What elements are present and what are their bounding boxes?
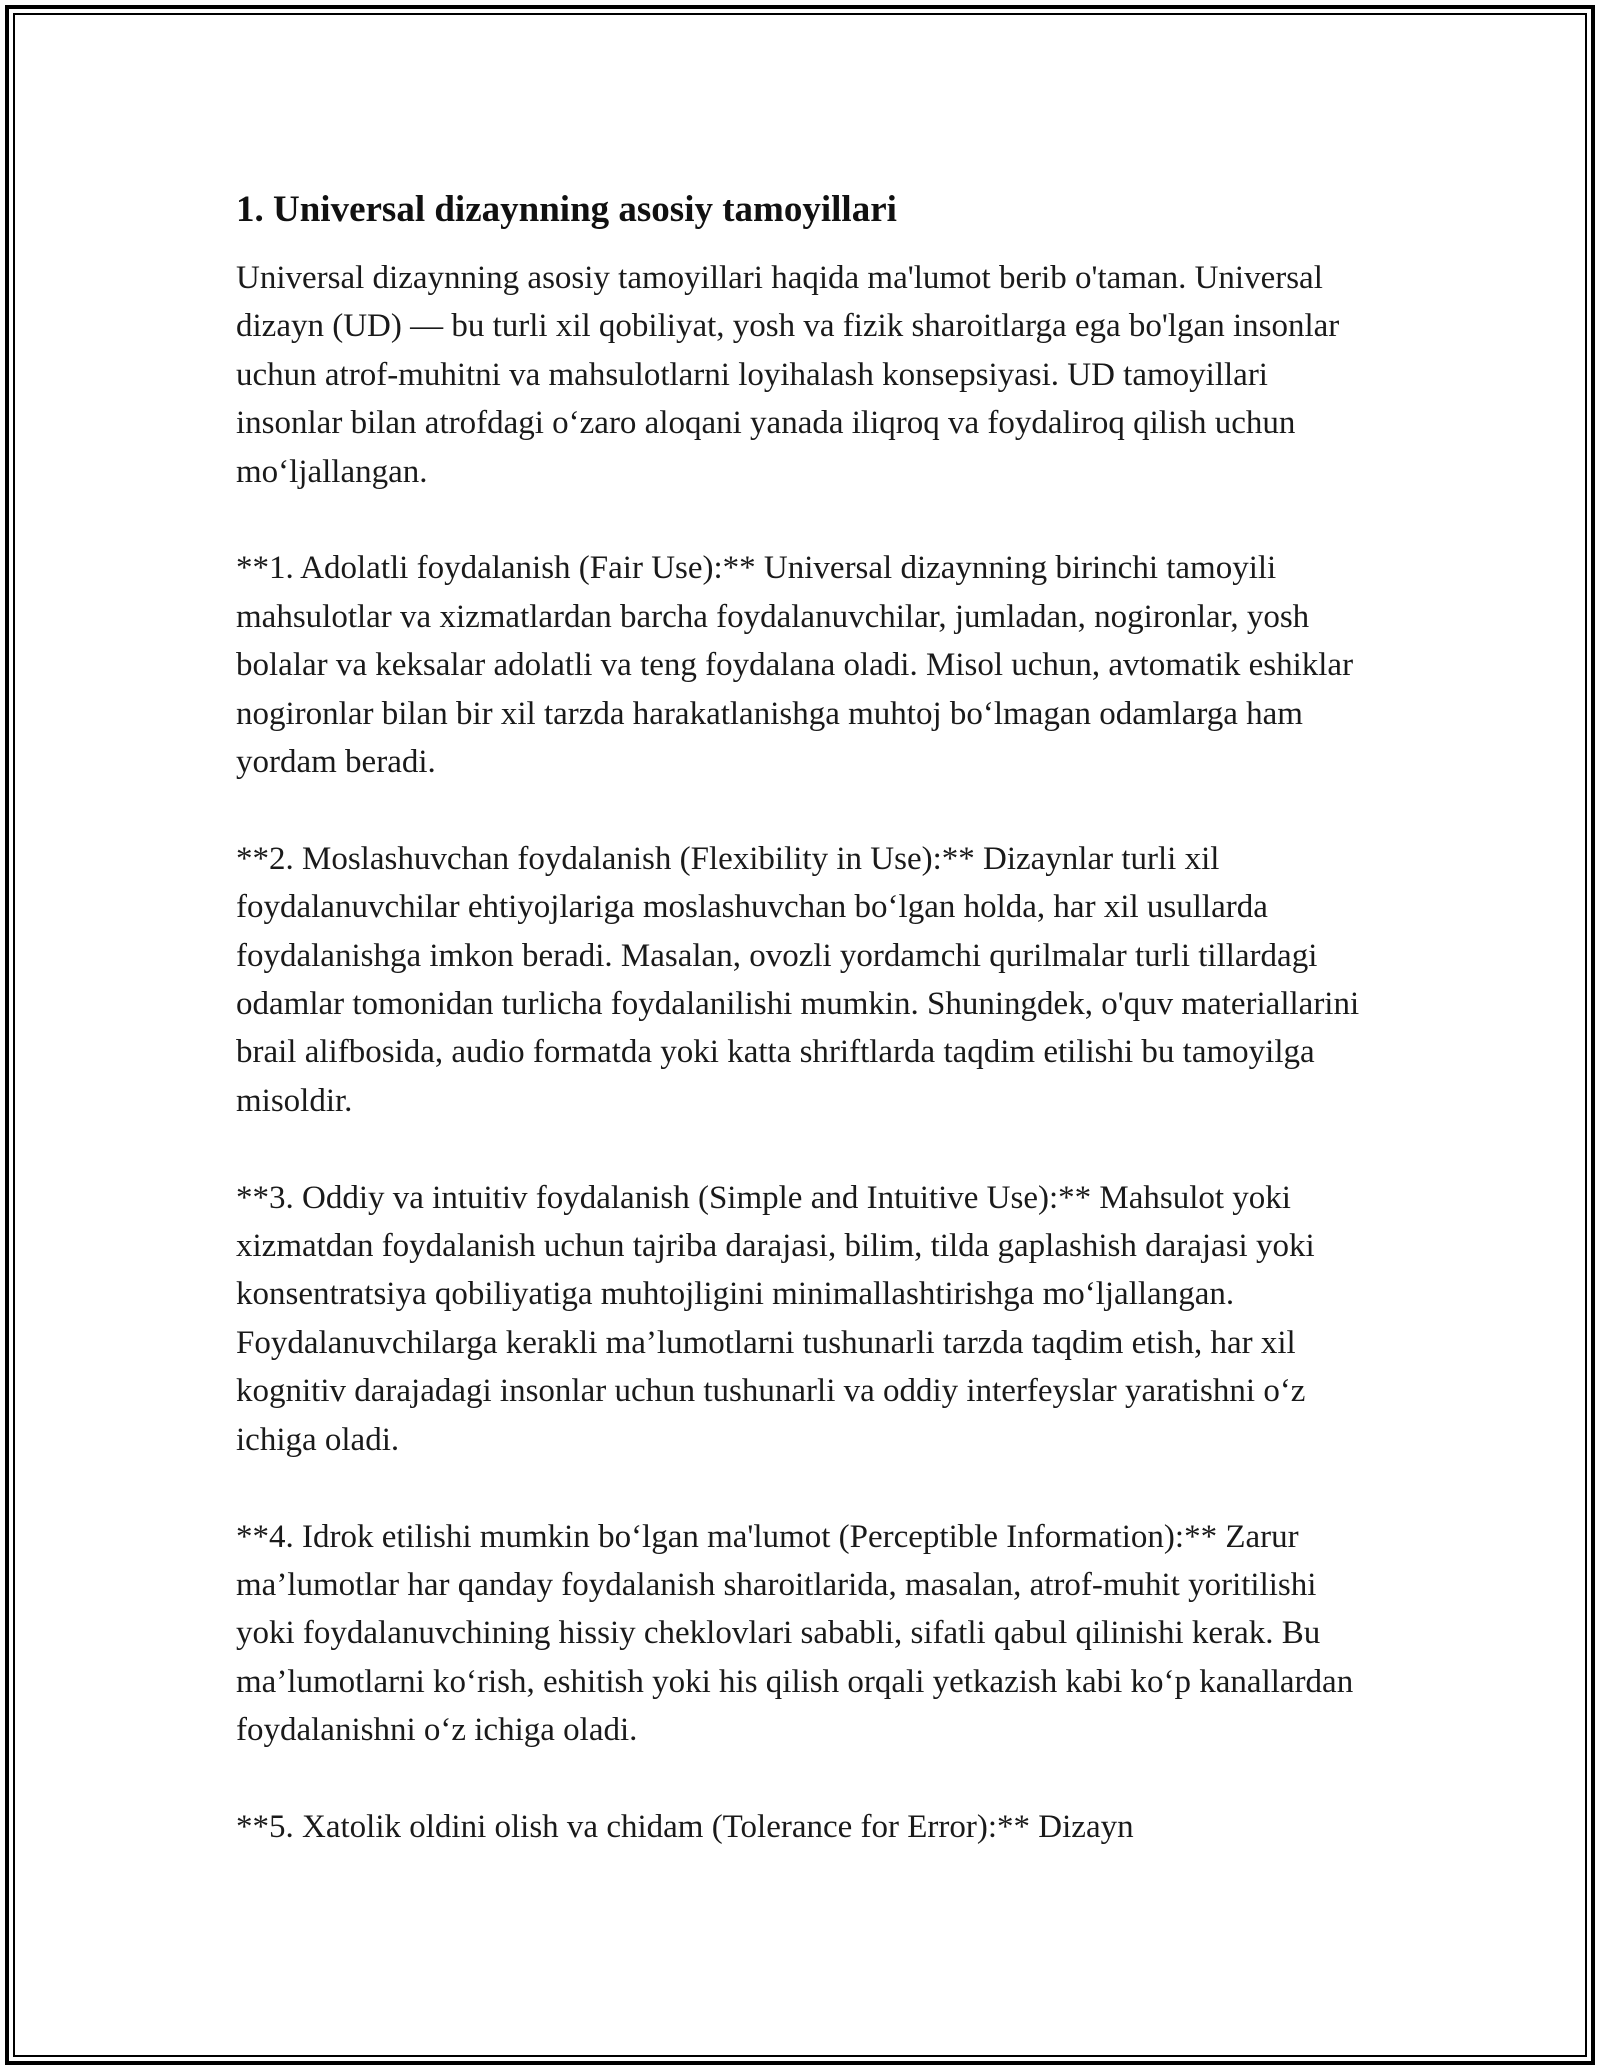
principle-1-paragraph: **1. Adolatli foydalanish (Fair Use):** Universal dizaynning birinchi tamoyili mahsulotlar va xizmatlardan barcha foydalanuvchilar, jumladan, nogironlar, yosh bolalar va keksalar adolatli va teng foydalana oladi. Misol uchun, avtomatik eshiklar nogironlar bilan bir xil tarzda harakatlanishga muhtoj boʻlmagan odamlarga ham yordam beradi. [236,550,1354,781]
intro-paragraph: Universal dizaynning asosiy tamoyillari haqida ma'lumot berib o'taman. Universal dizayn (UD) — bu turli xil qobiliyat, yosh va fizik sharoitlarga ega bo'lgan insonlar uchun atrof-muhitni va mahsulotlarni loyihalash konsepsiyasi. UD tamoyillari insonlar bilan atrofdagi oʻzaro aloqani yanada iliqroq va foydaliroq qilish uchun moʻljallangan. [236,260,1340,490]
principle-2-paragraph: **2. Moslashuvchan foydalanish (Flexibility in Use):** Dizaynlar turli xil foydalanuvchilar ehtiyojlariga moslashuvchan boʻlgan holda, har xil usullarda foydalanishga imkon beradi. Masalan, ovozli yordamchi qurilmalar turli tillardagi odamlar tomonidan turlicha foydalanilishi mumkin. Shuningdek, o'quv materiallarini brail alifbosida, audio formatda yoki katta shriftlarda taqdim etilishi bu tamoyilga misoldir. [236,840,1360,1119]
principle-5-paragraph: **5. Xatolik oldini olish va chidam (Tolerance for Error):** Dizayn [236,1808,1134,1845]
principle-3-paragraph: **3. Oddiy va intuitiv foydalanish (Simple and Intuitive Use):** Mahsulot yoki xizmatdan foydalanish uchun tajriba darajasi, bilim, tilda gaplashish darajasi yoki konsentratsiya qobiliyatiga muhtojligini minimallashtirishga moʻljallangan. Foydalanuvchilarga kerakli ma’lumotlarni tushunarli tarzda taqdim etish, har xil kognitiv darajadagi insonlar uchun tushunarli va oddiy interfeyslar yaratishni oʻz ichiga oladi. [236,1179,1315,1458]
section-heading: 1. Universal dizaynning asosiy tamoyillari [236,189,897,230]
principle-4-paragraph: **4. Idrok etilishi mumkin boʻlgan ma'lumot (Perceptible Information):** Zarur ma’lumotlar har qanday foydalanish sharoitlarida, masalan, atrof-muhit yoritilishi yoki foydalanuvchining hissiy cheklovlari sababli, sifatli qabul qilinishi kerak. Bu ma’lumotlarni koʻrish, eshitish yoki his qilish orqali yetkazish kabi koʻp kanallardan foydalanishni oʻz ichiga oladi. [236,1518,1354,1749]
document-body [236,186,1366,1900]
